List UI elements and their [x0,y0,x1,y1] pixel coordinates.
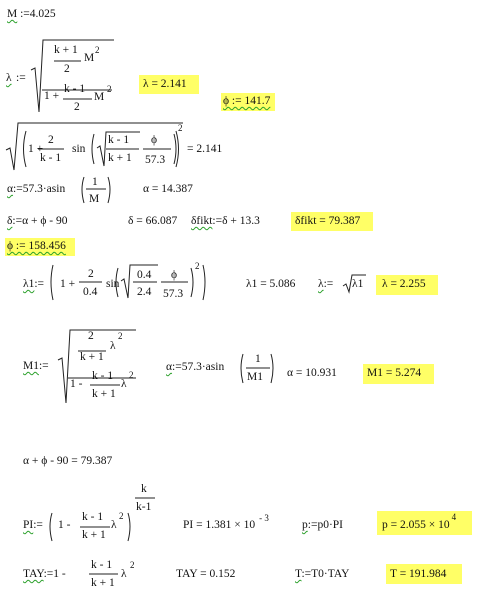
sum-line: α + ϕ - 90 = 79.387 [23,455,113,467]
var-m: M [7,8,18,20]
assign-op: := [16,72,26,84]
exponent: 2 [130,560,135,570]
pi-result: PI = $1.381 \times 10^{- 3}$ [183,513,269,531]
exponent: 2 [129,370,134,380]
t-result: T = 191.984 [390,568,447,580]
p-def: p:=p0·PI [302,519,343,531]
tay-def: TAY:=1 - [23,568,66,580]
exp-num: k [141,483,147,495]
frac-num: 1 [255,353,261,365]
exponent: 2 [118,331,123,341]
frac-num: 2 [88,330,94,342]
lambda1-result: λ1 = 5.086 [246,278,296,290]
m-def [7,9,56,21]
p-result: $p = 2.055 \times 10^4$ [382,512,457,531]
tay-result: TAY = 0.152 [176,568,236,580]
frac-num: k - 1 [91,559,113,571]
frac-den: k + 1 [80,351,104,363]
lambda-result: λ = 2.141 [143,78,187,90]
alpha-result: α = 14.387 [143,183,193,195]
frac-den: k - 1 [40,152,62,164]
lambda-var: λ [111,519,117,531]
exponent: 2 [107,84,112,94]
m-value: 4.025 [29,8,56,20]
mach-var: M [94,91,105,103]
alpha2-def: α:=57.3·asin [166,361,225,373]
pi-def: PI:= [23,519,43,531]
frac-den: 0.4 [83,286,98,298]
frac-num: 1 [92,176,98,188]
frac-num: k + 1 [54,44,78,56]
phi2-result: ϕ := 158.456 [7,240,66,252]
check-result: = 2.141 [187,143,223,155]
assign-op: := [20,8,30,20]
lambda-var: λ [6,72,12,84]
m1-result: M1 = 5.274 [367,367,422,379]
frac-den: 57.3 [163,288,184,300]
frac-num: 2 [48,134,54,146]
t-def: T:=T0·TAY [295,568,350,580]
phi-result: ϕ := 141.7 [223,95,271,107]
phi-var: ϕ [151,134,158,146]
one-minus: 1 - [70,378,83,390]
frac-den: 2.4 [137,286,152,298]
frac-num: k - 1 [108,134,130,146]
alpha-def: α:=57.3·asin [7,183,66,195]
exp-den: k-1 [136,501,152,513]
frac-den: M [89,193,100,205]
frac-num: 0.4 [137,269,152,281]
exponent: 2 [95,45,100,55]
frac-den: 57.3 [145,154,166,166]
lambda2-result: λ = 2.255 [382,278,426,290]
lambda-var: λ [121,568,127,580]
exponent: 2 [195,261,200,271]
one-plus: 1 + [44,90,60,102]
lambda-var: λ [121,378,127,390]
lambda-sqrt-def: λ:= [318,278,334,290]
sin-fn: sin [72,143,86,155]
frac-den: k + 1 [91,577,115,589]
frac-den: M1 [247,371,263,383]
lambda-var: λ [110,340,116,352]
dfikt-def: δfikt:=δ + 13.3 [191,215,260,227]
exponent: 2 [119,511,124,521]
frac-num: 2 [88,268,94,280]
one-plus: 1 + [60,278,76,290]
alpha2-result: α = 10.931 [287,367,337,379]
frac-den: 2 [64,63,70,75]
one-plus: 1 + [28,143,44,155]
sin-fn: sin [106,278,120,290]
frac-num: k - 1 [64,83,86,95]
exponent: 2 [178,123,183,133]
frac-den: 2 [74,101,80,113]
lambda1-def: λ1:= [23,278,45,290]
frac-num: k - 1 [92,370,114,382]
sqrt-arg: λ1 [352,278,364,290]
m1-def: M1:= [23,360,49,372]
frac-den: k + 1 [82,529,106,541]
delta-result: δ = 66.087 [128,215,178,227]
mach-var: M [84,52,95,64]
frac-den: k + 1 [108,152,132,164]
frac-den: k + 1 [92,388,116,400]
delta-def: δ:=α + ϕ - 90 [7,215,68,227]
one-minus: 1 - [58,519,71,531]
dfikt-result: δfikt = 79.387 [295,215,361,227]
phi-var: ϕ [171,269,178,281]
frac-num: k - 1 [82,511,104,523]
